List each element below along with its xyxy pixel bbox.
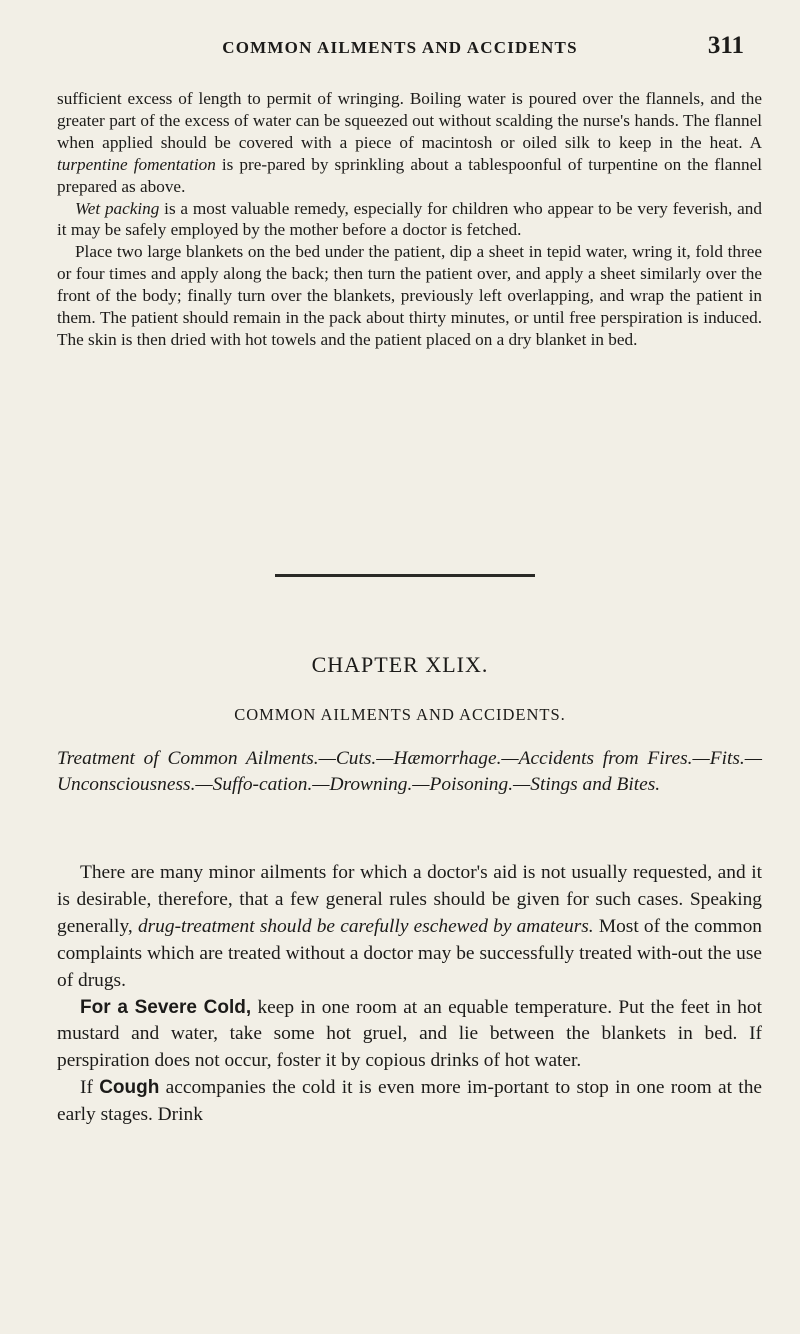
page-number: 311 [707, 32, 744, 59]
chapter-title: CHAPTER XLIX. [311, 652, 489, 677]
chapter-summary: Treatment of Common Ailments.—Cuts.—Hæmorrhage.—Accidents from Fires.—Fits.—Unconsciousness.—Suffo-cation.—Drowning.—Poisoning.—Stings and Bites. [57, 748, 762, 795]
text-run: is a most valuable remedy, especially for children who appear to be very feverish, and it may be safely employed by the mother before a doctor is fetched. [57, 198, 762, 240]
subhead-cough: Cough [99, 1077, 160, 1099]
paragraph-wet-packing [57, 198, 762, 242]
bottom-section [57, 860, 762, 1129]
italic-emphasis: drug-treatment should be carefully eschewed by amateurs. [137, 915, 594, 937]
text-run: sufficient excess of length to permit of wringing. Boiling water is poured over the flannels, and the greater part of the excess of water can be squeezed out without scalding the nurse's hands. The flannel when applied should be covered with a piece of macintosh or oiled silk to keep in the heat. A [57, 89, 762, 152]
paragraph-severe-cold [57, 995, 762, 1076]
top-section [57, 88, 762, 351]
chapter-subtitle: COMMON AILMENTS AND ACCIDENTS. [234, 705, 566, 724]
text-run: is pre-pared by sprinkling about a tablespoonful of turpentine on the flannel prepared as above. [57, 154, 762, 196]
section-divider [275, 574, 535, 577]
italic-term: Wet packing [75, 198, 160, 218]
text-run: accompanies the cold it is even more im-portant to stop in one room at the early stages. Drink [57, 1077, 762, 1126]
text-run: If [80, 1077, 100, 1099]
running-head [0, 32, 800, 66]
text-run: keep in one room at an equable temperature. Put the feet in hot mustard and water, take some hot gruel, and lie between the blankets in bed. If perspiration does not occur, foster it by copious drinks of hot water. [57, 996, 762, 1072]
italic-term: turpentine fomentation [57, 154, 216, 174]
running-title: COMMON AILMENTS AND ACCIDENTS [222, 38, 578, 57]
text-run: There are many minor ailments for which a doctor's aid is not usually requested, and it is desirable, therefore, that a few general rules should be given for such cases. Speaking generally, [57, 862, 762, 937]
subhead-severe-cold: For a Severe Cold, [80, 996, 252, 1018]
paragraph-fomentation [57, 88, 762, 198]
paragraph-pack-method: Place two large blankets on the bed under the patient, dip a sheet in tepid water, wring it, fold three or four times and apply along the back; then turn the patient over, and apply a sheet similarly over the front of the body; finally turn over the blankets, previously left overlapping, and wrap the patient in them. The patient should remain in the pack about thirty minutes, or until free perspiration is induced. The skin is then dried with hot towels and the patient placed on a dry blanket in bed. [57, 242, 762, 349]
paragraph-cough [57, 1075, 762, 1129]
text-run: Most of the common complaints which are treated without a doctor may be successfully treated with-out the use of drugs. [57, 915, 762, 991]
paragraph-intro [57, 860, 762, 995]
